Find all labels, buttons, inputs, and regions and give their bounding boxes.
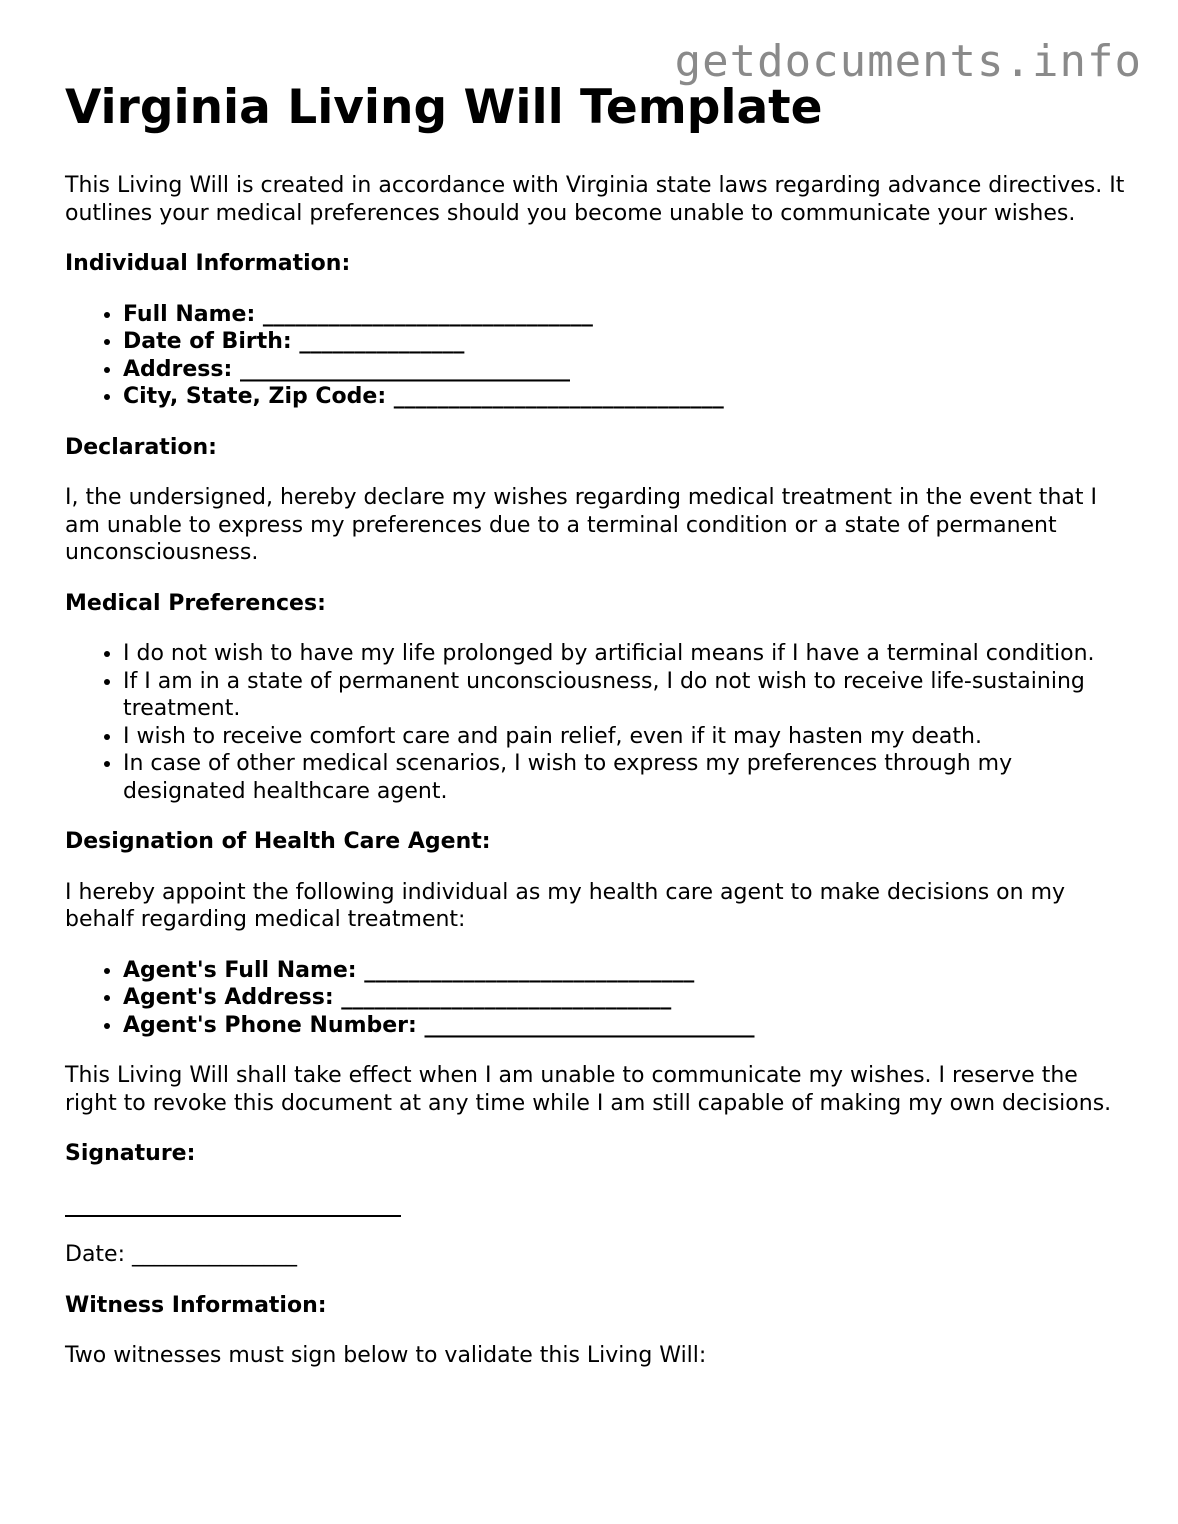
- agent-address-field[interactable]: • Agent's Address: ______________________________: [123, 984, 1125, 1012]
- document-page: [65, 80, 1125, 1393]
- list-item: • If I am in a state of permanent unconsciousness, I do not wish to receive life-sustaining treatment.: [123, 668, 1125, 723]
- declaration-paragraph: I, the undersigned, hereby declare my wishes regarding medical treatment in the event that I am unable to express my preferences due to a terminal condition or a state of permanent unconsciousness.: [65, 485, 1097, 566]
- effect-paragraph: This Living Will shall take effect when I am unable to communicate my wishes. I reserve the right to revoke this document at any time while I am still capable of making my own decisions.: [65, 1063, 1112, 1116]
- address-field[interactable]: • Address: ______________________________: [123, 356, 1125, 384]
- full-name-field[interactable]: • Full Name: ______________________________: [123, 301, 1125, 329]
- agent-info-list: [65, 957, 1125, 1040]
- witness-paragraph: Two witnesses must sign below to validate this Living Will:: [65, 1343, 707, 1369]
- medical-preferences-list: [65, 640, 1125, 805]
- individual-info-heading: Individual Information:: [65, 251, 351, 277]
- watermark-text: getdocuments.info: [674, 36, 1142, 87]
- agent-full-name-field[interactable]: • Agent's Full Name: ______________________________: [123, 957, 1125, 985]
- date-field[interactable]: Date: _______________: [65, 1242, 297, 1268]
- date-of-birth-field[interactable]: • Date of Birth: _______________: [123, 328, 1125, 356]
- agent-heading: Designation of Health Care Agent:: [65, 829, 491, 855]
- city-state-zip-field[interactable]: • City, State, Zip Code: ______________________________: [123, 383, 1125, 411]
- signature-line[interactable]: [65, 1191, 1125, 1219]
- list-item: • In case of other medical scenarios, I wish to express my preferences through my designated healthcare agent.: [123, 750, 1125, 805]
- agent-paragraph: I hereby appoint the following individual as my health care agent to make decisions on my behalf regarding medical treatment:: [65, 879, 1066, 933]
- page-title: Virginia Living Will Template: [65, 80, 823, 135]
- agent-phone-field[interactable]: • Agent's Phone Number: ______________________________: [123, 1012, 1125, 1040]
- list-item: • I do not wish to have my life prolonged by artificial means if I have a terminal condition.: [123, 640, 1125, 668]
- intro-paragraph: This Living Will is created in accordance with Virginia state laws regarding advance directives. It outlines your medical preferences should you become unable to communicate your wishes.: [65, 173, 1125, 226]
- signature-heading: Signature:: [65, 1141, 196, 1167]
- individual-info-list: [65, 301, 1125, 411]
- list-item: • I wish to receive comfort care and pain relief, even if it may hasten my death.: [123, 723, 1125, 751]
- medical-preferences-heading: Medical Preferences:: [65, 590, 326, 616]
- declaration-heading: Declaration:: [65, 434, 217, 460]
- witness-heading: Witness Information:: [65, 1292, 327, 1318]
